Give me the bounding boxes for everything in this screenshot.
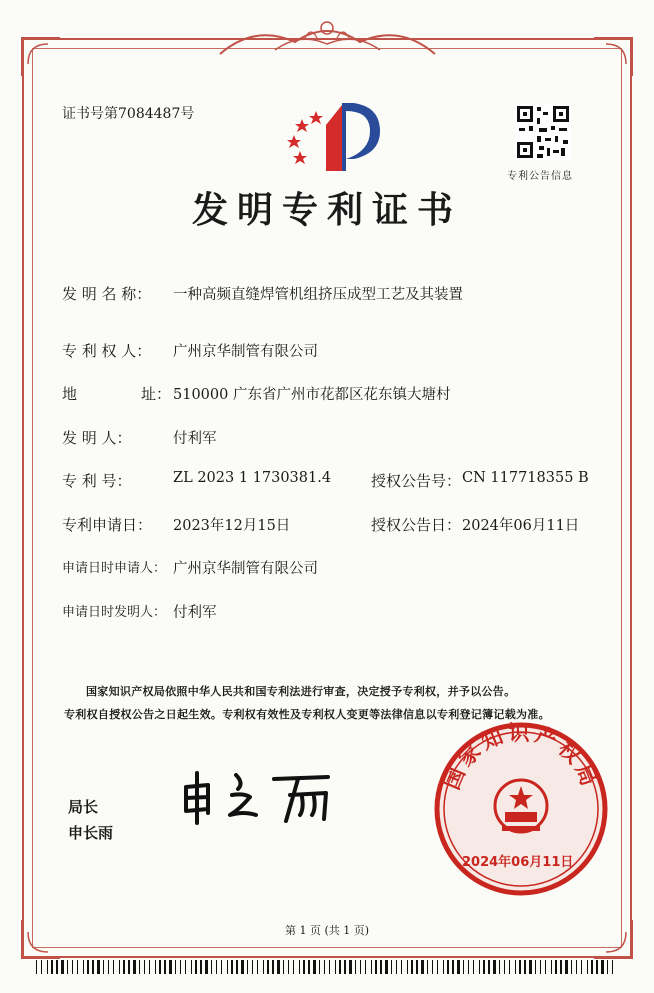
grant-pub-date: 2024年06月11日 [462,518,580,534]
certificate-number: 证书号第7084487号 [62,106,195,122]
invention-name: 一种高频直缝焊管机组挤压成型工艺及其装置 [173,287,463,303]
applicant-at-filing: 广州京华制管有限公司 [173,561,318,577]
applicant-at-filing-label: 申请日时申请人： [62,561,167,576]
official-seal-icon [432,720,610,898]
barcode-icon [36,960,616,974]
svg-text:国家知识产权局: 国家知识产权局 [439,721,603,793]
qr-caption: 专利公告信息 [507,171,573,182]
certificate-title: 发明专利证书 [191,189,462,231]
invention-name-label: 发 明 名 称： [62,285,152,303]
patentee-label: 专 利 权 人： [62,342,152,360]
grant-pub-date-label: 授权公告日： [371,516,462,534]
inventor: 付利军 [173,431,217,447]
address: 510000 广东省广州市花都区花东镇大塘村 [173,387,451,403]
cnipa-logo-icon [280,97,385,175]
address-label: 地 [62,385,78,403]
director-name: 申长雨 [68,824,114,842]
director-signature-icon [178,765,348,827]
address-label-colon: 址： [141,385,172,403]
grant-pub-number: CN 117718355 B [462,470,589,486]
inventor-at-filing-label: 申请日时发明人： [62,605,167,620]
corner-ornament-icon [590,34,636,80]
director-title: 局长 [68,798,99,816]
top-ornament-icon [215,14,440,60]
qr-code-icon [515,104,571,160]
inventor-label: 发 明 人： [62,429,132,447]
filing-date: 2023年12月15日 [173,518,291,534]
page-number: 第 1 页 (共 1 页) [284,924,370,937]
seal-date: 2024年06月11日 [462,855,574,870]
grant-pub-number-label: 授权公告号： [371,472,462,490]
corner-ornament-icon [18,34,64,80]
patent-number: ZL 2023 1 1730381.4 [173,470,332,486]
patentee: 广州京华制管有限公司 [173,344,318,360]
notice-line-1: 国家知识产权局依照中华人民共和国专利法进行审查，决定授予专利权，并予以公告。 [86,685,516,698]
filing-date-label: 专利申请日： [62,516,153,534]
patent-number-label: 专 利 号： [62,472,132,490]
inventor-at-filing: 付利军 [173,605,217,621]
notice-line-2: 专利权自授权公告之日起生效。专利权有效性及专利权人变更等法律信息以专利登记簿记载为准。 [64,708,550,721]
